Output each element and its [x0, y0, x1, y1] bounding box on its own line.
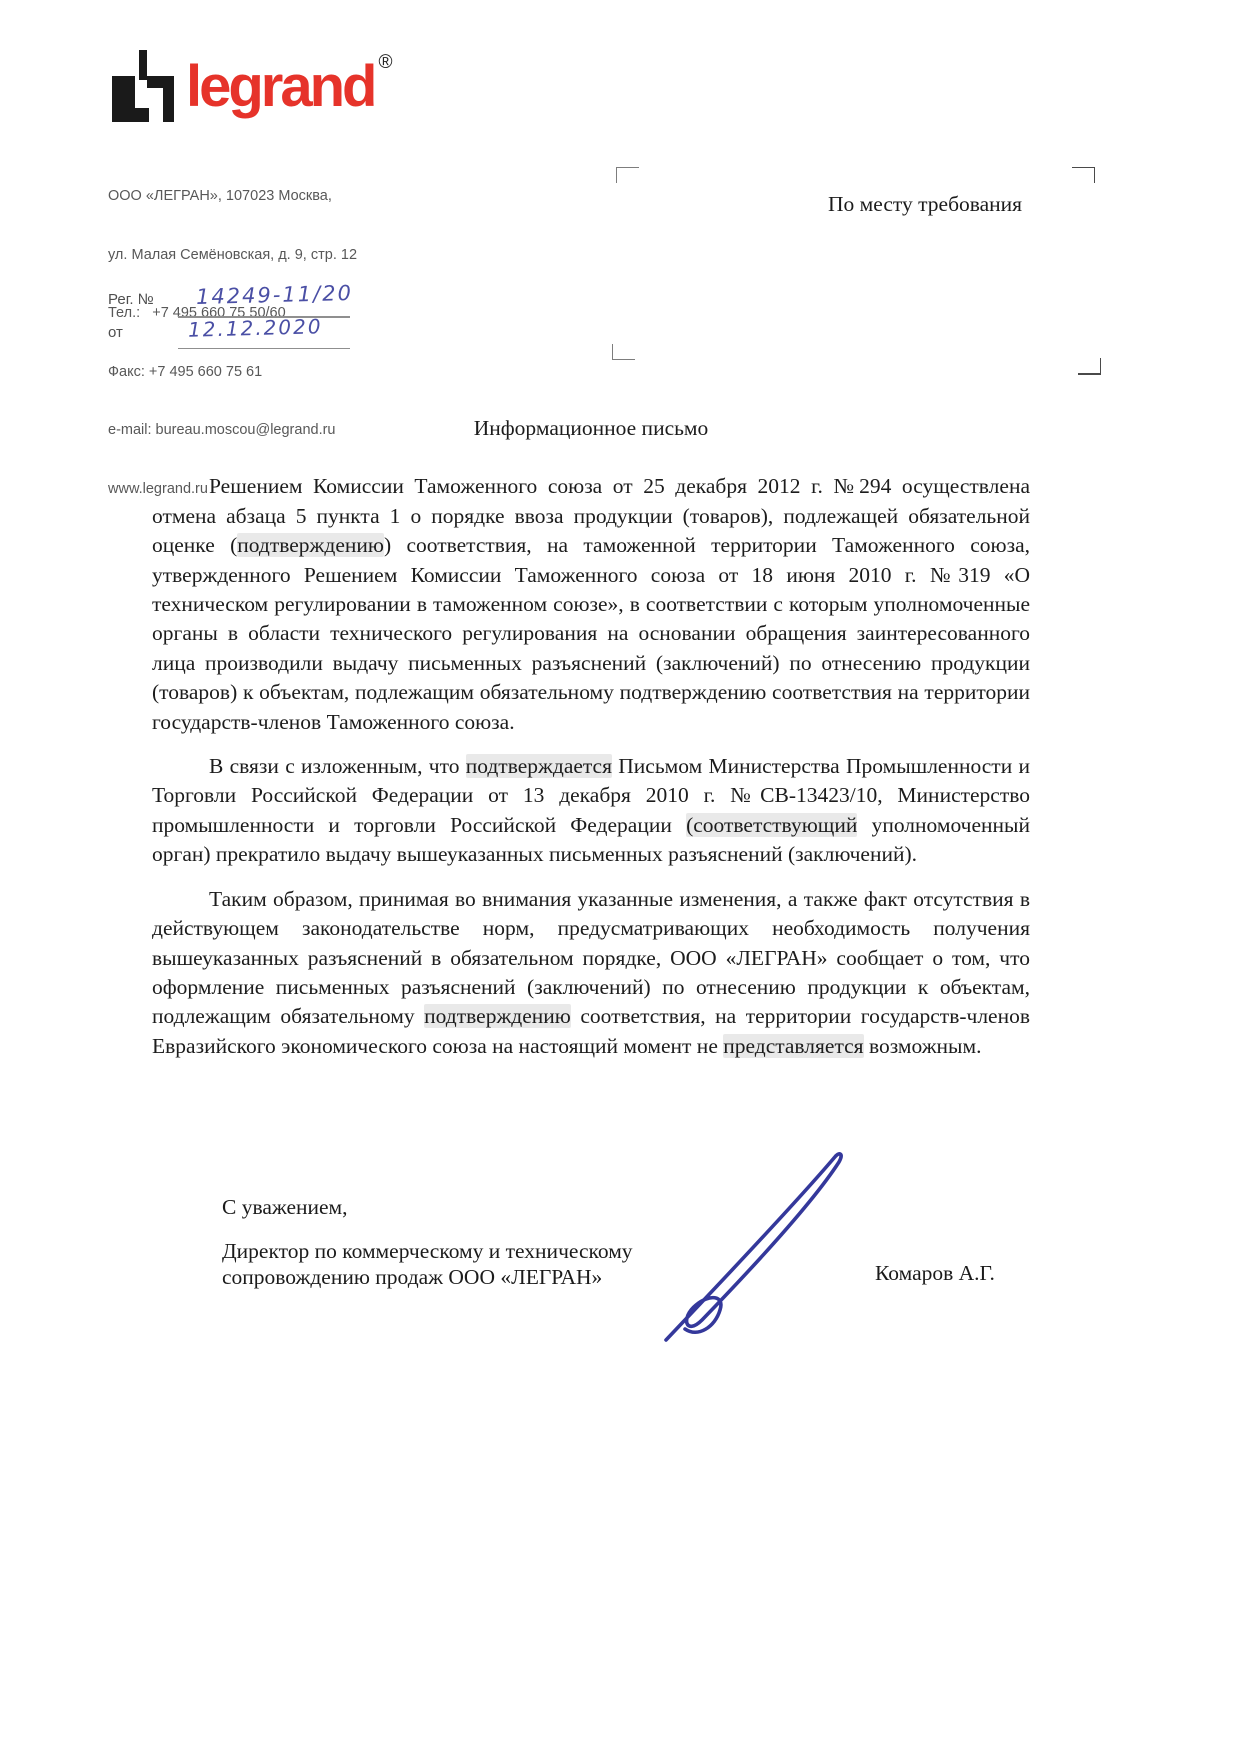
- date-handwritten: 12.12.2020: [187, 314, 323, 342]
- address-line-phone: Тел.: +7 495 660 75 50/60: [108, 305, 286, 321]
- address-line-website: www.legrand.ru: [108, 480, 208, 497]
- legrand-wordmark: legrand: [186, 54, 375, 119]
- address-line-email: e-mail: bureau.moscou@legrand.ru: [108, 422, 336, 438]
- recipient-line: По месту требования: [828, 192, 1023, 216]
- signer-title: [222, 1238, 633, 1290]
- paragraph-1: Решением Комиссии Таможенного союза от 25 декабря 2012 г. №294 осуществлена отмена абзаца 5 пункта 1 о порядке ввоза продукции (товаров), подлежащей обязательной оценке (подтверждению) соответствия, на таможенной территории Таможенного союза, утвержденного Решением Комиссии Таможенного союза от 18 июня 2010 г. №319 «О техническом регулировании в таможенном союзе», в соответствии с которым уполномоченные органы в области технического регулирования на основании обращения заинтересованного лица производили выдачу письменных разъяснений (заключений) по отнесению продукции (товаров) к объектам, подлежащим обязательному подтверждению соответствия на территории государств-членов Таможенного союза.: [152, 474, 1030, 734]
- address-line: ООО «ЛЕГРАН», 107023 Москва,: [108, 188, 332, 204]
- registered-trademark-symbol: ®: [378, 52, 393, 73]
- closing-salutation: С уважением,: [222, 1195, 348, 1219]
- paragraph-2: В связи с изложенным, что подтверждается Письмом Министерства Промышленности и Торговли Российской Федерации от 13 декабря 2010 г. №СВ-13423/10, Министерство промышленности и торговли Российской Федерации (соответствующий уполномоченный орган) прекратило выдачу вышеуказанных письменных разъяснений (заключений).: [152, 754, 1030, 867]
- legrand-logo-icon: [108, 48, 178, 126]
- signature-ink: [636, 1148, 876, 1348]
- reg-number-handwritten: 14249-11/20: [195, 280, 354, 310]
- paragraph-3: Таким образом, принимая во внимания указанные изменения, а также факт отсутствия в действующем законодательстве норм, предусматривающих необходимость получения вышеуказанных разъяснений в обязательном порядке, ООО «ЛЕГРАН» сообщает о том, что оформление письменных разъяснений (заключений) по отнесению продукции к объектам, подлежащим обязательному подтверждению соответствия, на территории государств-членов Евразийского экономического союза на настоящий момент не представляется возможным.: [152, 886, 1030, 1058]
- corner-mark-top-right: [1072, 167, 1095, 183]
- address-line-fax: Факс: +7 495 660 75 61: [108, 363, 263, 380]
- signer-title-line1: Директор по коммерческому и техническому: [222, 1239, 633, 1263]
- signer-title-line2: сопровождению продаж ООО «ЛЕГРАН»: [222, 1265, 603, 1289]
- letter-title: Информационное письмо: [473, 416, 709, 440]
- date-underline: [178, 348, 350, 349]
- corner-mark-bottom-left: [612, 344, 635, 360]
- legrand-logo: [108, 48, 393, 126]
- signer-name: Комаров А.Г.: [875, 1261, 995, 1285]
- reg-number-label: Рег. №: [108, 291, 154, 308]
- date-label: от: [108, 324, 123, 341]
- letter-body: [152, 414, 1030, 1076]
- corner-mark-top-left: [616, 167, 639, 183]
- address-line: ул. Малая Семёновская, д. 9, стр. 12: [108, 246, 358, 263]
- corner-mark-bottom-right: [1078, 358, 1101, 375]
